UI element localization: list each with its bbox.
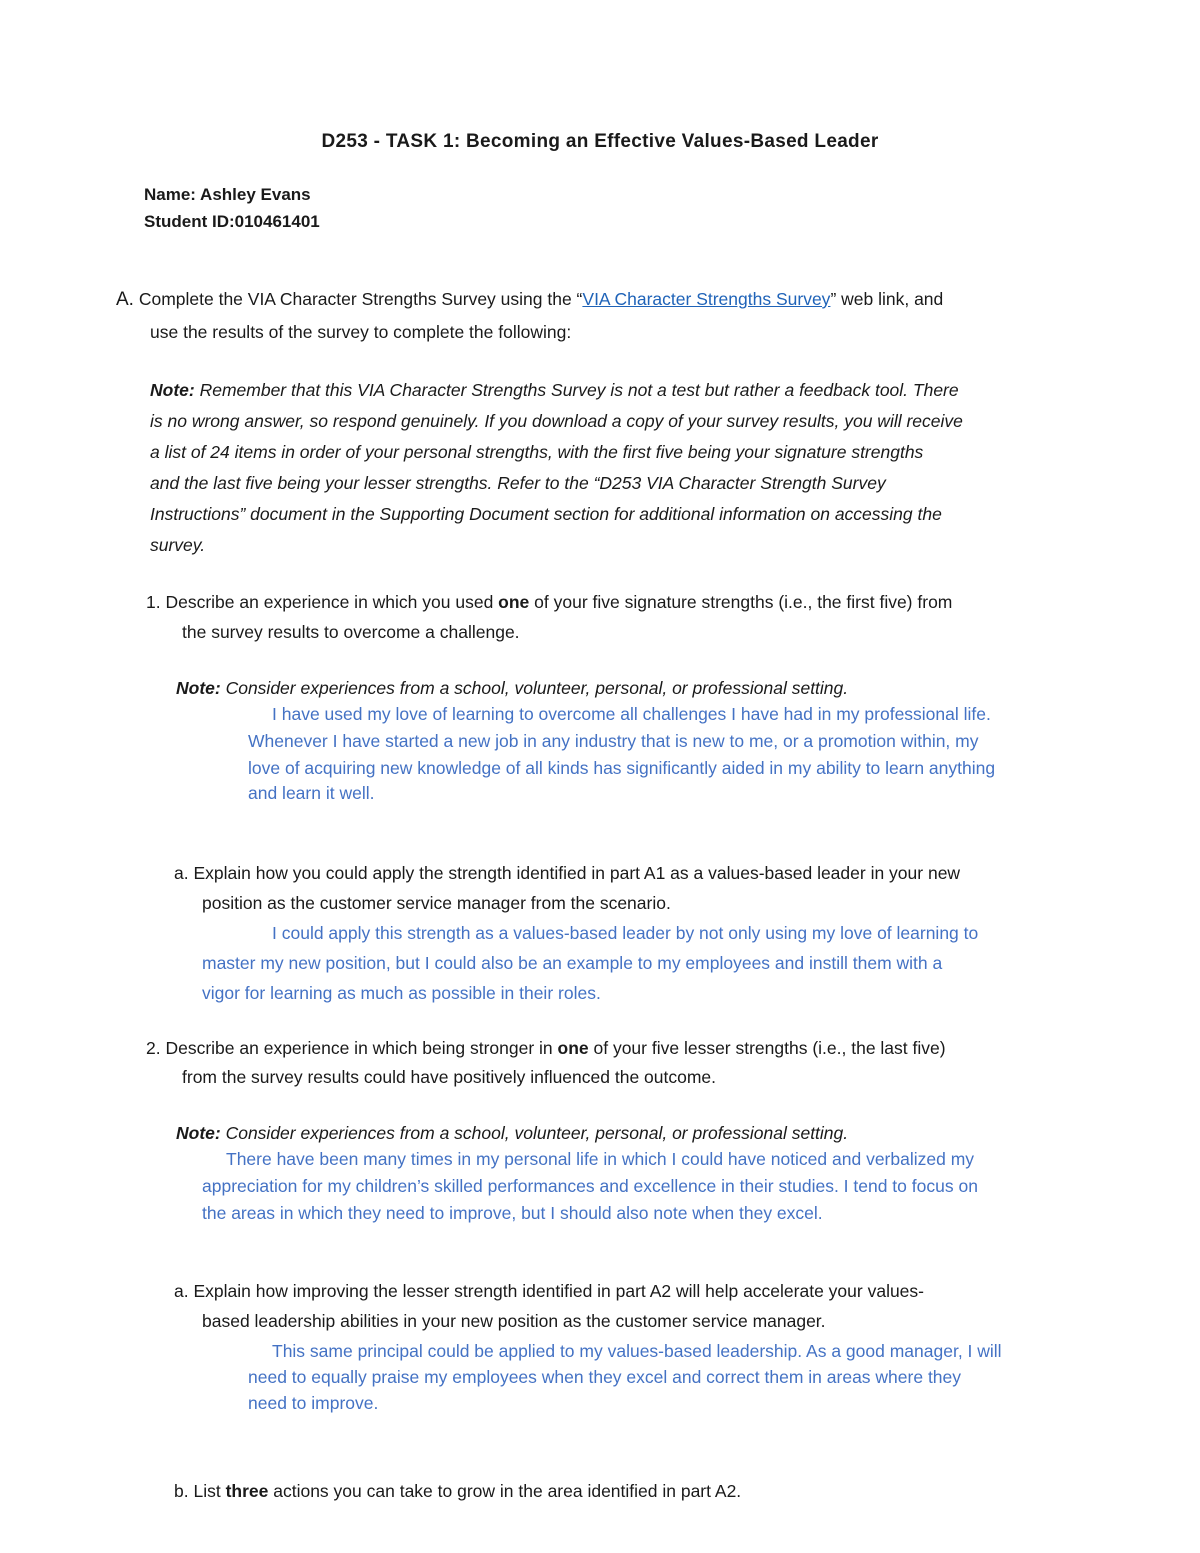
answer-2a-line: need to equally praise my employees when they excel and correct them in areas where they	[248, 1367, 962, 1387]
question-2b-line: b. List three actions you can take to grow in the area identified in part A2.	[174, 1481, 742, 1501]
section-a-note-line: Instructions” document in the Supporting Document section for additional information on accessing the	[150, 504, 942, 524]
section-a-note-line: is no wrong answer, so respond genuinely. If you download a copy of your survey results, you will receive	[150, 411, 963, 431]
answer-2a-line: need to improve.	[248, 1393, 379, 1413]
answer-2-line: appreciation for my children’s skilled performances and excellence in their studies. I tend to focus on	[202, 1176, 978, 1196]
question-2-line: 2. Describe an experience in which being stronger in one of your five lesser strengths (i.e., the last five)	[146, 1038, 946, 1058]
answer-2-line: the areas in which they need to improve, but I should also note when they excel.	[202, 1203, 823, 1223]
section-a-note-line: survey.	[150, 535, 206, 555]
student-name: Name: Ashley Evans	[144, 185, 311, 204]
section-a-note-line: and the last five being your lesser strengths. Refer to the “D253 VIA Character Strength Survey	[150, 473, 886, 493]
question-1a-line: a. Explain how you could apply the strength identified in part A1 as a values-based leader in your new	[174, 863, 961, 883]
answer-1a-line: I could apply this strength as a values-based leader by not only using my love of learning to	[272, 923, 979, 943]
via-survey-link[interactable]: VIA Character Strengths Survey	[582, 289, 831, 309]
answer-1a-line: vigor for learning as much as possible in their roles.	[202, 983, 601, 1003]
question-1a-line: position as the customer service manager from the scenario.	[202, 893, 671, 913]
question-1-line: 1. Describe an experience in which you used one of your five signature strengths (i.e., the first five) from	[146, 592, 953, 612]
section-a-prompt: A. Complete the VIA Character Strengths Survey using the “VIA Character Strengths Survey” web link, and	[116, 289, 944, 310]
section-a-note-line: a list of 24 items in order of your personal strengths, with the first five being your signature strengths	[150, 442, 924, 462]
question-2a-line: based leadership abilities in your new position as the customer service manager.	[202, 1311, 826, 1331]
answer-1-line: and learn it well.	[248, 783, 375, 803]
section-a-note-line: Note: Remember that this VIA Character Strengths Survey is not a test but rather a feedback tool. There	[150, 380, 959, 400]
section-a-prompt-line2: use the results of the survey to complete the following:	[150, 322, 572, 342]
document-title: D253 - TASK 1: Becoming an Effective Values-Based Leader	[321, 131, 879, 152]
question-2a-line: a. Explain how improving the lesser strength identified in part A2 will help accelerate your values-	[174, 1281, 924, 1301]
question-2-note: Note: Consider experiences from a school, volunteer, personal, or professional setting.	[176, 1123, 849, 1143]
answer-2a-line: This same principal could be applied to my values-based leadership. As a good manager, I will	[272, 1341, 1002, 1361]
answer-2-line: There have been many times in my personal life in which I could have noticed and verbalized my	[226, 1149, 975, 1169]
answer-1-line: Whenever I have started a new job in any industry that is new to me, or a promotion within, my	[248, 731, 979, 751]
question-2-line: from the survey results could have positively influenced the outcome.	[182, 1067, 717, 1087]
question-1-note: Note: Consider experiences from a school, volunteer, personal, or professional setting.	[176, 678, 849, 698]
answer-1-line: I have used my love of learning to overcome all challenges I have had in my professional life.	[272, 704, 991, 724]
section-a-marker: A.	[116, 289, 134, 310]
student-id: Student ID:010461401	[144, 212, 320, 231]
question-1-line: the survey results to overcome a challenge.	[182, 622, 520, 642]
answer-1a-line: master my new position, but I could also be an example to my employees and instill them with a	[202, 953, 943, 973]
answer-1-line: love of acquiring new knowledge of all kinds has significantly aided in my ability to learn anything	[248, 758, 996, 778]
